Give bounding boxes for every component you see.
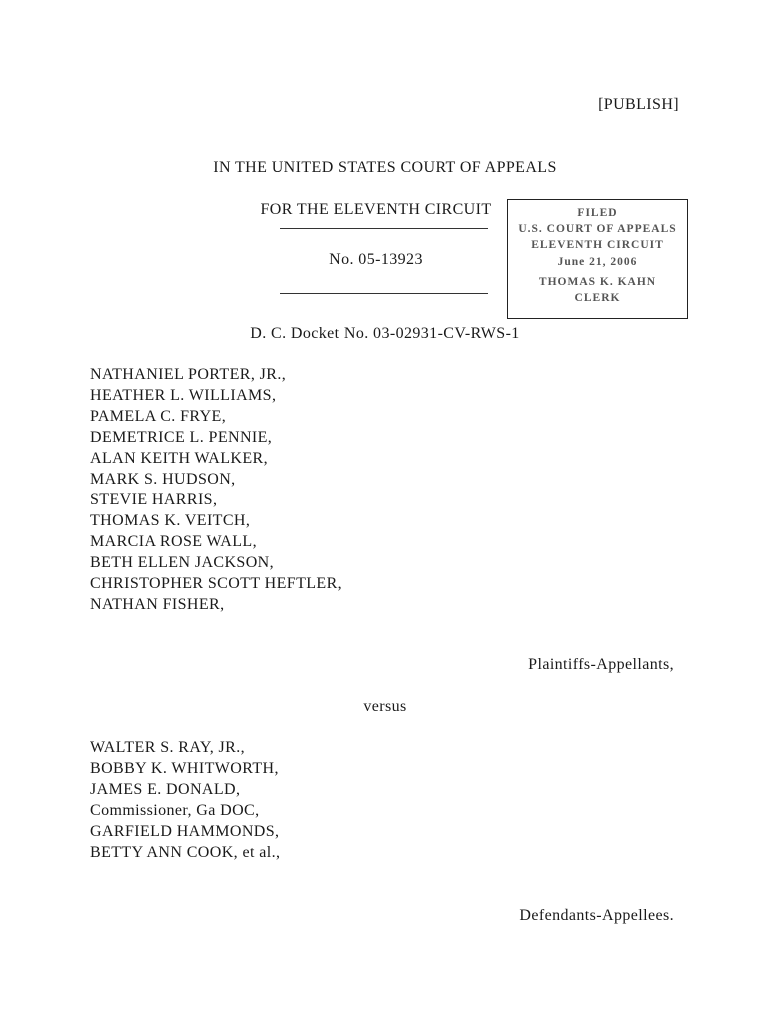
plaintiff-name: STEVIE HARRIS, [90, 491, 218, 509]
plaintiff-name: MARK S. HUDSON, [90, 470, 236, 488]
plaintiff-name: CHRISTOPHER SCOTT HEFTLER, [90, 575, 343, 593]
publish-tag: [PUBLISH] [598, 96, 679, 113]
filed-stamp [507, 199, 688, 319]
plaintiff-name: MARCIA ROSE WALL, [90, 533, 257, 551]
plaintiff-name: NATHANIEL PORTER, JR., [90, 366, 287, 383]
filed-stamp-clerk-title: CLERK [574, 292, 621, 304]
plaintiff-name: BETH ELLEN JACKSON, [90, 554, 275, 572]
versus-label: versus [363, 698, 407, 715]
defendants-list [90, 738, 280, 863]
defendant-name: GARFIELD HAMMONDS, [90, 822, 280, 840]
caption-rule-bottom [280, 293, 488, 294]
plaintiff-name: ALAN KEITH WALKER, [90, 449, 268, 467]
plaintiff-name: NATHAN FISHER, [90, 595, 225, 613]
defendant-name: JAMES E. DONALD, [90, 780, 241, 798]
defendants-role: Defendants-Appellees. [519, 907, 674, 924]
filed-stamp-date: June 21, 2006 [557, 256, 638, 268]
plaintiff-name: PAMELA C. FRYE, [90, 407, 227, 425]
circuit-name: FOR THE ELEVENTH CIRCUIT [260, 201, 492, 218]
filed-stamp-clerk-name: THOMAS K. KAHN [538, 276, 657, 288]
case-number: No. 05-13923 [329, 251, 423, 268]
caption-rule-top [280, 228, 488, 229]
plaintiff-name: DEMETRICE L. PENNIE, [90, 428, 273, 446]
filed-stamp-circuit: ELEVENTH CIRCUIT [531, 239, 664, 251]
defendant-name: Commissioner, Ga DOC, [90, 801, 260, 819]
filed-stamp-status: FILED [577, 207, 618, 219]
defendant-name: WALTER S. RAY, JR., [90, 739, 246, 756]
court-title: IN THE UNITED STATES COURT OF APPEALS [213, 159, 557, 176]
plaintiffs-list [90, 365, 342, 616]
docket-number: D. C. Docket No. 03-02931-CV-RWS-1 [250, 325, 520, 342]
plaintiffs-role: Plaintiffs-Appellants, [528, 656, 674, 673]
filed-stamp-court: U.S. COURT OF APPEALS [518, 223, 677, 235]
case-caption [260, 200, 492, 294]
plaintiff-name: THOMAS K. VEITCH, [90, 512, 251, 530]
defendant-name: BETTY ANN COOK, et al., [90, 843, 281, 861]
defendant-name: BOBBY K. WHITWORTH, [90, 759, 279, 777]
plaintiff-name: HEATHER L. WILLIAMS, [90, 386, 277, 404]
